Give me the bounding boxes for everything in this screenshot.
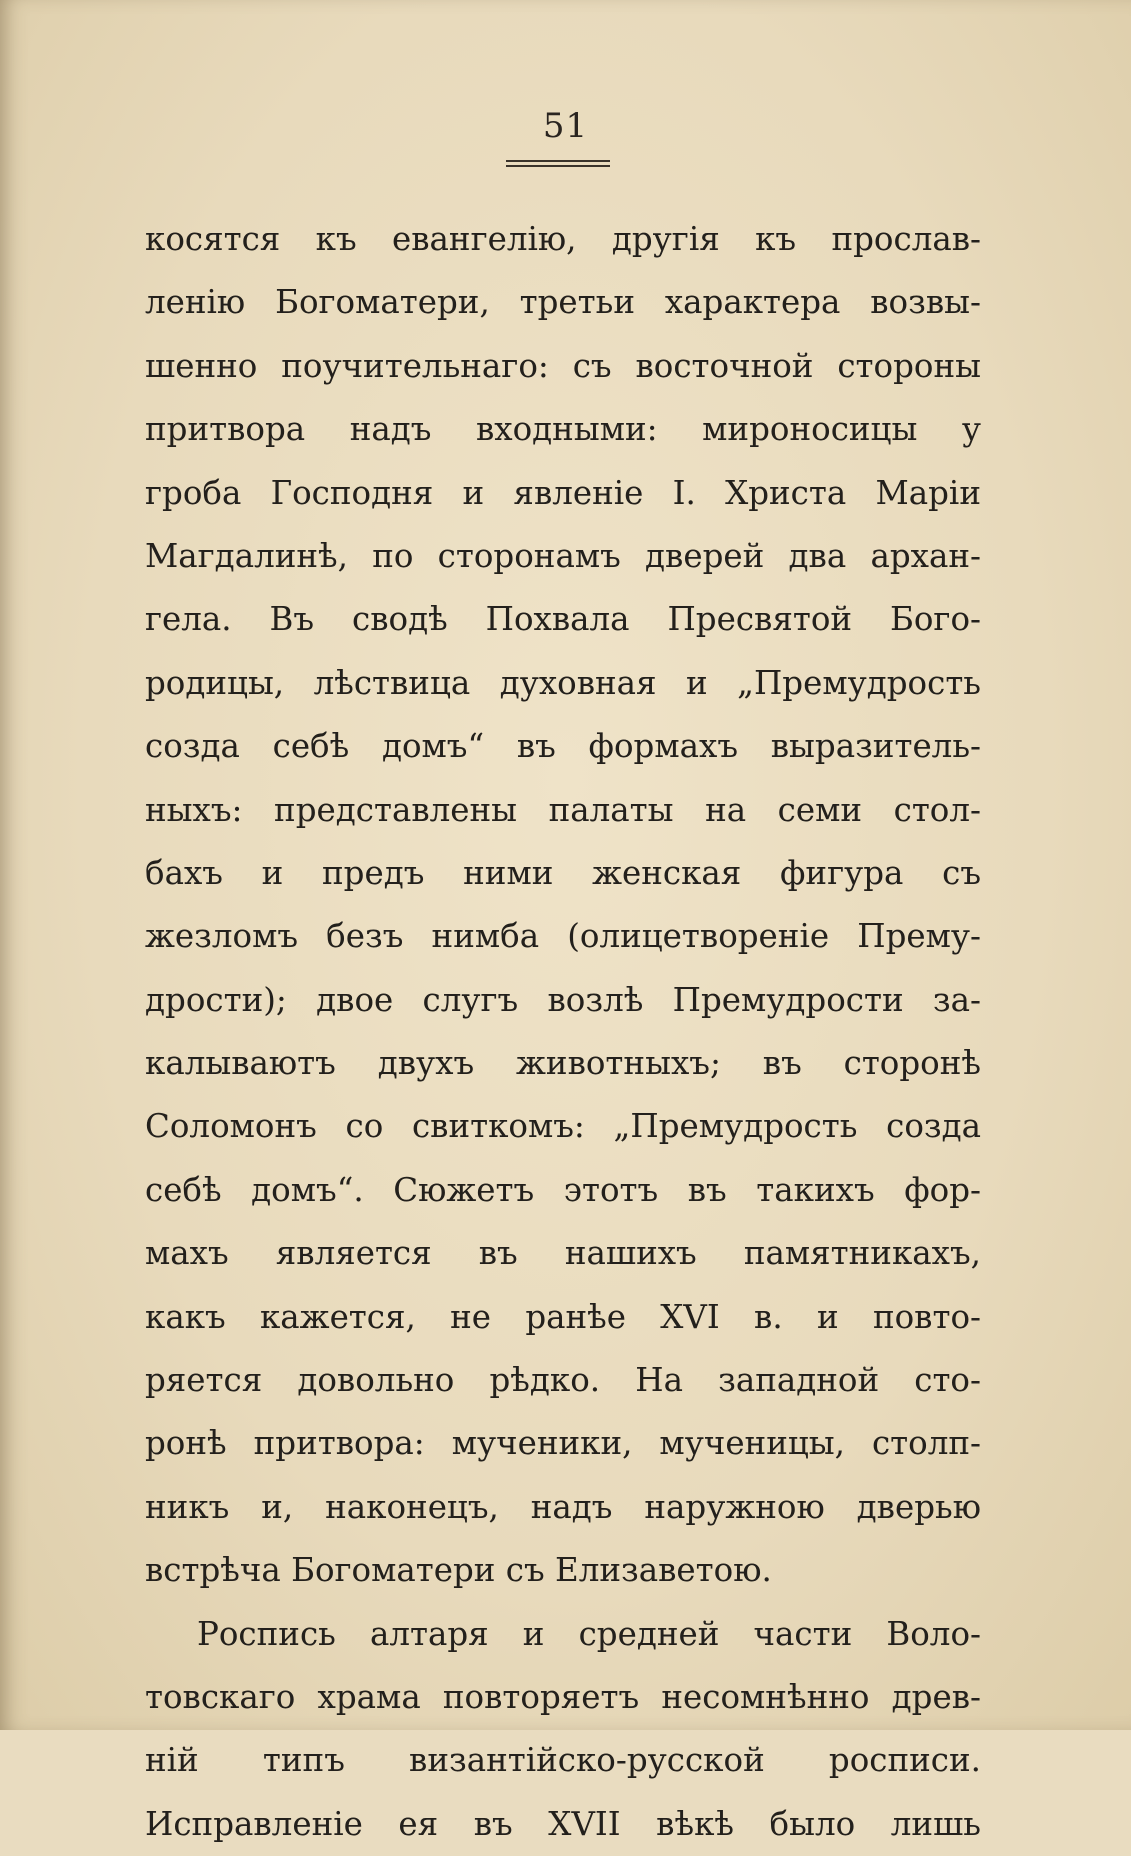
page-number: 51	[542, 106, 589, 146]
text-line: Исправленіе ея въ XVII вѣкѣ было лишь	[145, 1804, 981, 1843]
header-rule-bottom	[506, 165, 610, 167]
text-line: дрости); двое слугъ возлѣ Премудрости за-	[145, 980, 981, 1019]
text-line: калываютъ двухъ животныхъ; въ сторонѣ	[145, 1044, 981, 1083]
text-line: никъ и, наконецъ, надъ наружною дверью	[145, 1487, 981, 1526]
text-line: шенно поучительнаго: съ восточной стороны	[145, 346, 981, 385]
text-line: гела. Въ сводѣ Похвала Пресвятой Бого-	[145, 600, 981, 639]
text-line: жезломъ безъ нимба (олицетвореніе Прему-	[145, 917, 981, 956]
text-line: ленію Богоматери, третьи характера возвы-	[145, 283, 981, 322]
text-line: ронѣ притвора: мученики, мученицы, столп-	[145, 1424, 981, 1463]
text-line: косятся къ евангелію, другія къ прослав-	[145, 220, 981, 258]
text-line: Соломонъ со свиткомъ: „Премудрость созда	[145, 1107, 981, 1146]
text-line: Магдалинѣ, по сторонамъ дверей два архан-	[145, 536, 981, 575]
text-line: притвора надъ входными: мироносицы у	[145, 410, 981, 449]
header-rule-top	[506, 160, 610, 162]
text-line: какъ кажется, не ранѣе XVI в. и повто-	[145, 1297, 981, 1336]
body-text	[145, 208, 981, 1856]
text-line: ній типъ византійско-русской росписи.	[145, 1741, 981, 1780]
text-line: махъ является въ нашихъ памятникахъ,	[145, 1234, 981, 1273]
text-line: ныхъ: представлены палаты на семи стол-	[145, 790, 981, 829]
text-line: созда себѣ домъ“ въ формахъ выразитель-	[145, 727, 981, 766]
text-line-paragraph-end: встрѣча Богоматери съ Елизаветою.	[145, 1551, 772, 1590]
text-line-paragraph-start: Роспись алтаря и средней части Воло-	[197, 1614, 981, 1653]
text-line: родицы, лѣствица духовная и „Премудрость	[145, 663, 981, 702]
text-line: ряется довольно рѣдко. На западной сто-	[145, 1361, 981, 1400]
text-line: бахъ и предъ ними женская фигура съ	[145, 853, 981, 892]
text-line: себѣ домъ“. Сюжетъ этотъ въ такихъ фор-	[145, 1170, 981, 1209]
text-line: гроба Господня и явленіе І. Христа Маріи	[145, 473, 981, 512]
text-line: товскаго храма повторяетъ несомнѣнно древ-	[145, 1677, 981, 1716]
